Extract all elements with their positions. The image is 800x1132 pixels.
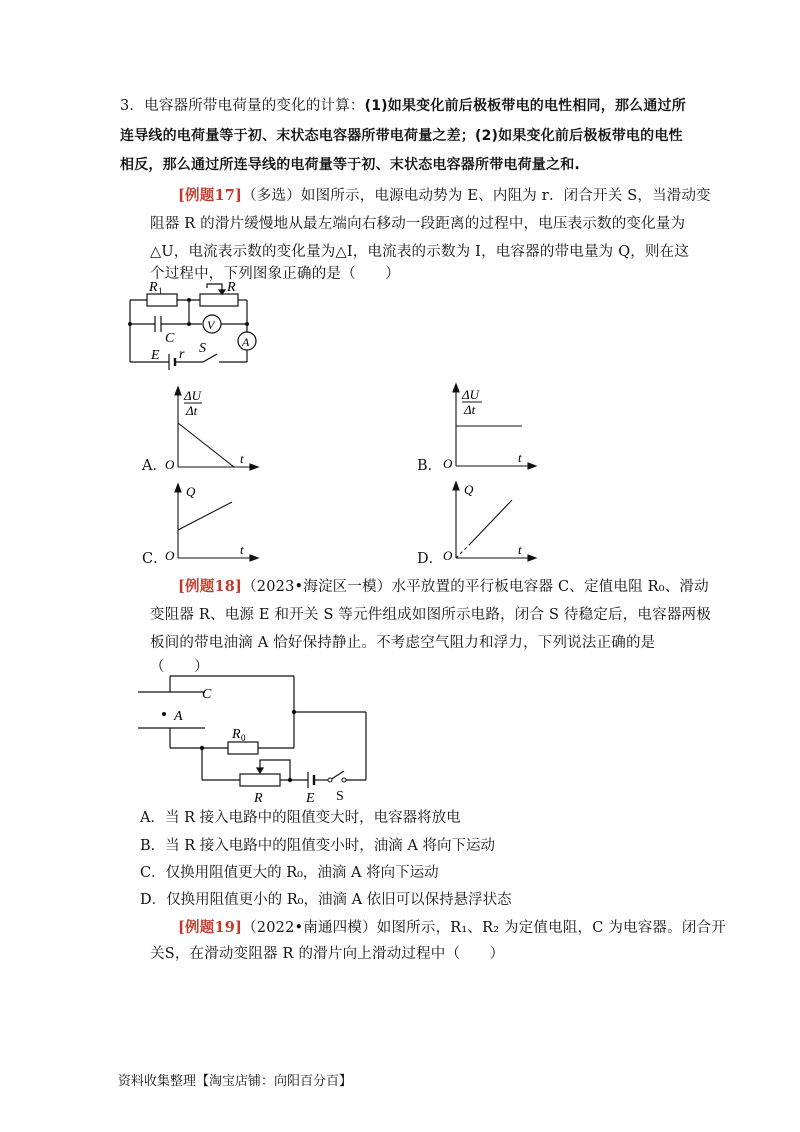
graph-c-line [178,502,232,530]
ex18-line1 [178,577,709,597]
graph-b-ylabel-den: Δt [464,402,476,417]
graph-d-line [470,500,512,544]
ex19-tag: [例题19] [178,919,243,936]
option-d-label: D． [417,551,444,567]
label-r1-sub: 1 [158,286,163,296]
section3-line1-bold: (1)如果变化前后极板带电的电性相同，那么通过所 [364,98,686,114]
graph-a-xlabel: t [240,451,244,466]
option-b-label: B． [417,458,443,474]
rheostat-resistor [200,294,238,306]
label-e: E [151,348,160,363]
graph-a [162,383,262,478]
label-s: S [199,341,206,356]
ex18-line4: （ ） [150,659,209,675]
label-r0-sub: 0 [241,733,246,743]
graph-d-xlabel: t [518,542,522,557]
ex17-line3: △U，电流表示数的变化量为△I，电流表的示数为 I，电容器的带电量为 Q，则在这 [150,244,690,260]
ex18-tag: [例题18] [178,578,243,595]
graph-b [440,380,540,478]
section3-line3: 相反，那么通过所连导线的电荷量等于初、末状态电容器所带电荷量之和. [120,157,580,173]
graph-c-origin: O [165,548,175,563]
graph-c [162,480,262,570]
option-c-label: C． [142,551,168,567]
graph-a-ylabel-den: Δt [186,403,198,418]
section3-line2: 连导线的电荷量等于初、末状态电容器所带电荷量之差；(2)如果变化前后极板带电的电性 [120,128,683,144]
graph-a-ylabel-num: ΔU [184,388,202,403]
ex18-line1-text: （2023•海淀区一模）水平放置的平行板电容器 C、定值电阻 R₀、滑动 [242,579,709,595]
oil-drop [162,712,166,716]
footer-text: 资料收集整理【淘宝店铺：向阳百分百】 [118,1074,353,1089]
label-s: S [336,789,344,804]
ex18-option-a: A．当 R 接入电路中的阻值变大时，电容器将放电 [140,810,461,826]
section3-line1-prefix: 3．电容器所带电荷量的变化的计算： [120,98,365,114]
graph-d-dash [456,544,470,558]
label-r: R [227,280,236,295]
ex19-line1 [178,918,726,938]
rheostat-r [240,774,280,786]
graph-d-ylabel: Q [464,482,474,497]
ex18-line3: 板间的带电油滴 A 恰好保持静止。不考虑空气阻力和浮力，下列说法正确的是 [150,635,656,651]
label-r1: R [149,280,158,295]
ex17-line1-text: （多选）如图所示，电源电动势为 E、内阻为 r．闭合开关 S，当滑动变 [242,188,711,204]
graph-b-ylabel-num: ΔU [462,387,480,402]
graph-b-xlabel: t [518,450,522,465]
ex17-circuit-diagram [125,278,265,370]
section3-line1 [120,96,686,116]
r0-resistor [228,742,258,754]
graph-a-origin: O [165,457,175,472]
label-r0: R [232,727,241,742]
ex18-option-d: D．仅换用阻值更小的 R₀，油滴 A 依旧可以保持悬浮状态 [140,892,512,908]
label-r: R [254,791,263,806]
ex17-line1 [178,186,711,206]
option-a-label: A． [142,458,167,474]
label-v: V [207,318,215,332]
ex19-line2: 关S，在滑动变阻器 R 的滑片向上滑动过程中（ ） [150,946,505,962]
ex18-line2: 变阻器 R、电源 E 和开关 S 等元件组成如图所示电路，闭合 S 待稳定后，电容器两极 [150,607,711,623]
graph-c-ylabel: Q [186,484,196,499]
ex19-line1-text: （2022•南通四模）如图所示，R₁、R₂ 为定值电阻，C 为电容器。闭合开 [242,920,726,936]
label-c: C [202,687,212,702]
label-a: A [242,335,250,349]
label-e: E [306,791,315,806]
label-r-int: r [179,347,185,362]
graph-d-origin: O [443,548,453,563]
ex18-option-c: C．仅换用阻值更大的 R₀，油滴 A 将向下运动 [140,865,439,881]
graph-a-line [178,423,234,467]
graph-c-xlabel: t [240,542,244,557]
ex17-tag: [例题17] [178,187,243,204]
label-c: C [165,331,175,346]
graph-d [440,478,540,570]
graph-b-origin: O [443,456,453,471]
ex17-line4: 个过程中，下列图象正确的是（ ） [150,266,400,282]
ex18-option-b: B．当 R 接入电路中的阻值变小时，油滴 A 将向下运动 [140,838,495,854]
ex17-line2: 阻器 R 的滑片缓慢地从最左端向右移动一段距离的过程中，电压表示数的变化量为 [150,216,686,232]
ex18-circuit-diagram [130,672,380,807]
label-a: A [174,709,183,724]
